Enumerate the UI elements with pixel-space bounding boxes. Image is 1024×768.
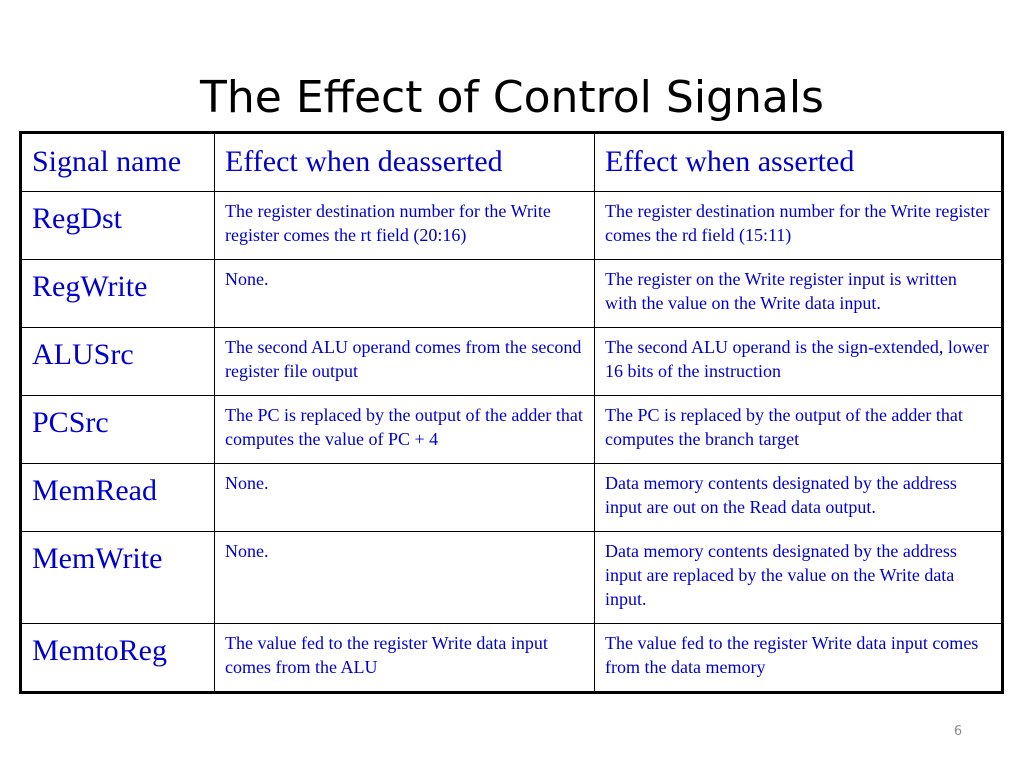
table-header-row — [21, 133, 1003, 192]
signal-name-cell: PCSrc — [21, 396, 215, 464]
deasserted-effect-cell: The register destination number for the Write register comes the rt field (20:16) — [215, 192, 595, 260]
deasserted-effect-cell: The value fed to the register Write data input comes from the ALU — [215, 624, 595, 693]
signal-name-cell: MemRead — [21, 464, 215, 532]
asserted-effect-cell: The register on the Write register input is written with the value on the Write data input. — [595, 260, 1003, 328]
table-row — [21, 192, 1003, 260]
asserted-effect-cell: The value fed to the register Write data input comes from the data memory — [595, 624, 1003, 693]
header-signal-name: Signal name — [21, 133, 215, 192]
page-number: 6 — [953, 724, 963, 739]
signal-name-cell: MemWrite — [21, 532, 215, 624]
deasserted-effect-cell: None. — [215, 464, 595, 532]
slide-title: The Effect of Control Signals — [200, 72, 824, 123]
asserted-effect-cell: The second ALU operand is the sign-extended, lower 16 bits of the instruction — [595, 328, 1003, 396]
table-row — [21, 532, 1003, 624]
deasserted-effect-cell: None. — [215, 260, 595, 328]
asserted-effect-cell: Data memory contents designated by the address input are replaced by the value on the Write data input. — [595, 532, 1003, 624]
signal-name-cell: ALUSrc — [21, 328, 215, 396]
asserted-effect-cell: Data memory contents designated by the address input are out on the Read data output. — [595, 464, 1003, 532]
deasserted-effect-cell: None. — [215, 532, 595, 624]
control-signals-table — [19, 131, 1004, 694]
deasserted-effect-cell: The PC is replaced by the output of the adder that computes the value of PC + 4 — [215, 396, 595, 464]
asserted-effect-cell: The PC is replaced by the output of the adder that computes the branch target — [595, 396, 1003, 464]
table-row — [21, 396, 1003, 464]
asserted-effect-cell: The register destination number for the Write register comes the rd field (15:11) — [595, 192, 1003, 260]
header-effect-deasserted: Effect when deasserted — [215, 133, 595, 192]
signal-name-cell: MemtoReg — [21, 624, 215, 693]
table-row — [21, 260, 1003, 328]
signal-name-cell: RegWrite — [21, 260, 215, 328]
signal-name-cell: RegDst — [21, 192, 215, 260]
table-row — [21, 328, 1003, 396]
table-row — [21, 464, 1003, 532]
header-effect-asserted: Effect when asserted — [595, 133, 1003, 192]
deasserted-effect-cell: The second ALU operand comes from the second register file output — [215, 328, 595, 396]
table-row — [21, 624, 1003, 693]
